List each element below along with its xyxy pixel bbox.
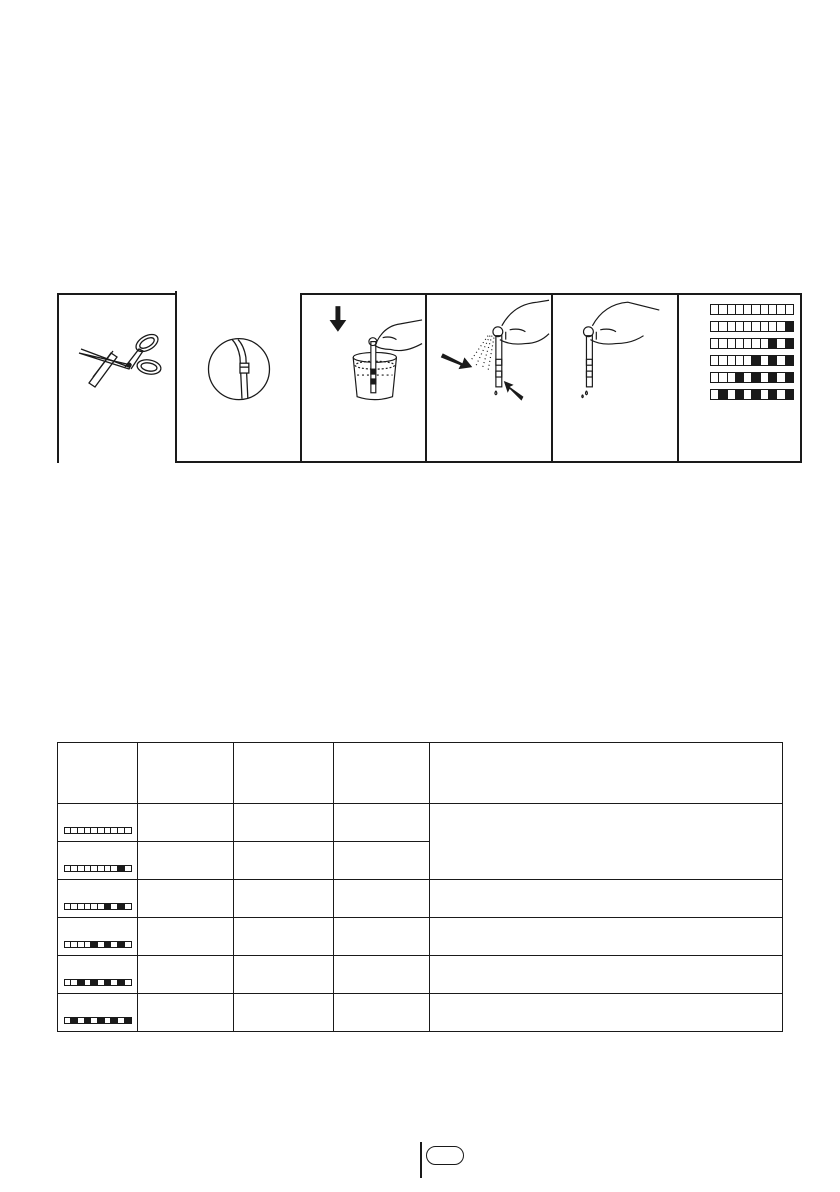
strip-square: [84, 1018, 91, 1023]
strip-square: [70, 904, 77, 909]
cell-a: [138, 804, 234, 842]
strip-square: [110, 904, 117, 909]
strip-square: [70, 942, 77, 947]
cell-c: [334, 956, 430, 994]
cell-b: [234, 956, 334, 994]
strip-square: [84, 866, 91, 871]
step-drip-strip: [551, 295, 677, 461]
cell-desc: [430, 804, 783, 880]
scale-square: [718, 305, 726, 314]
scale-square: [751, 339, 759, 348]
strip-square: [104, 828, 111, 833]
strip-square: [77, 828, 84, 833]
cell-c: [334, 880, 430, 918]
cell-a: [138, 842, 234, 880]
scale-square: [743, 322, 751, 331]
scale-square: [711, 322, 718, 331]
cell-desc: [430, 918, 783, 956]
strip-square: [117, 942, 124, 947]
strip-square: [97, 942, 104, 947]
strip-square: [70, 866, 77, 871]
strip-square: [97, 866, 104, 871]
cell-b: [234, 880, 334, 918]
strip-square: [84, 942, 91, 947]
scale-square: [760, 322, 768, 331]
strip-square: [110, 1018, 117, 1023]
cell-b: [234, 994, 334, 1032]
scale-square: [785, 339, 793, 348]
shake-strip-icon: [427, 295, 551, 461]
scale-square: [711, 339, 718, 348]
instruction-illustrations: [57, 293, 802, 463]
scale-square: [768, 322, 776, 331]
arrow-down-icon: [330, 306, 347, 332]
header-col-b: [234, 743, 334, 804]
strip-square: [70, 980, 77, 985]
scale-square: [735, 390, 743, 399]
strip-square: [90, 904, 97, 909]
hardness-table: [57, 742, 783, 1032]
header-col-a: [138, 743, 234, 804]
cell-desc: [430, 956, 783, 994]
scale-square: [735, 339, 743, 348]
strip-cell: [58, 880, 138, 918]
scale-square: [751, 356, 759, 365]
scale-square: [776, 305, 784, 314]
test-strip-icon: [64, 865, 132, 872]
test-strip-icon: [64, 827, 132, 834]
wait-strip-icon: [553, 295, 677, 461]
scale-square: [785, 305, 793, 314]
strip-cell: [58, 918, 138, 956]
scissors-cutting-strip-icon: [59, 297, 175, 463]
scale-square: [735, 356, 743, 365]
strip-square: [97, 1018, 104, 1023]
scale-row: [710, 321, 794, 332]
test-strip-icon: [64, 979, 132, 986]
test-strip-icon: [64, 1017, 132, 1024]
strip-square: [77, 1018, 84, 1023]
scale-square: [776, 356, 784, 365]
strip-square: [90, 980, 97, 985]
strip-square: [90, 828, 97, 833]
strip-square: [124, 866, 131, 871]
step-strip-closeup: [175, 291, 300, 461]
strip-square: [117, 1018, 124, 1023]
scale-square: [785, 356, 793, 365]
step-shake-strip: [425, 295, 551, 461]
scale-square: [751, 322, 759, 331]
cell-c: [334, 918, 430, 956]
scale-square: [743, 305, 751, 314]
strip-square: [77, 866, 84, 871]
table-row: [58, 994, 783, 1032]
scale-square: [776, 390, 784, 399]
dip-strip-in-glass-icon: [302, 295, 425, 461]
cell-a: [138, 956, 234, 994]
scale-square: [727, 322, 735, 331]
strip-square: [124, 1018, 131, 1023]
strip-square: [124, 942, 131, 947]
scale-square: [776, 322, 784, 331]
scale-square: [718, 322, 726, 331]
table-row: [58, 804, 783, 842]
scale-square: [768, 390, 776, 399]
strip-square: [90, 942, 97, 947]
step-compare-scale: [677, 295, 800, 461]
strip-square: [124, 828, 131, 833]
scale-square: [718, 356, 726, 365]
scale-square: [768, 339, 776, 348]
strip-square: [104, 866, 111, 871]
strip-square: [124, 980, 131, 985]
cell-c: [334, 842, 430, 880]
cell-b: [234, 804, 334, 842]
scale-square: [735, 322, 743, 331]
language-badge: [426, 1146, 464, 1165]
cell-a: [138, 994, 234, 1032]
strip-square: [90, 1018, 97, 1023]
strip-square: [117, 980, 124, 985]
table-header-row: [58, 743, 783, 804]
scale-square: [711, 356, 718, 365]
cell-desc: [430, 880, 783, 918]
header-col-c: [334, 743, 430, 804]
strip-square: [77, 980, 84, 985]
header-strip: [58, 743, 138, 804]
scale-square: [711, 305, 718, 314]
scale-row: [710, 355, 794, 366]
scale-square: [785, 373, 793, 382]
scale-square: [727, 305, 735, 314]
test-strip-icon: [64, 941, 132, 948]
strip-square: [70, 1018, 77, 1023]
strip-cell: [58, 994, 138, 1032]
step-cut-strip: [59, 297, 175, 463]
scale-square: [776, 373, 784, 382]
strip-square: [70, 828, 77, 833]
table-row: [58, 880, 783, 918]
scale-square: [743, 390, 751, 399]
strip-cell: [58, 842, 138, 880]
scale-row: [710, 389, 794, 400]
cell-a: [138, 918, 234, 956]
scale-square: [727, 356, 735, 365]
scale-square: [735, 373, 743, 382]
strip-square: [84, 980, 91, 985]
strip-square: [110, 980, 117, 985]
scale-square: [751, 305, 759, 314]
scale-square: [743, 356, 751, 365]
shake-arrow-icon: [441, 353, 524, 400]
scale-square: [718, 373, 726, 382]
strip-color-scale-icon: [710, 298, 794, 400]
scale-square: [760, 305, 768, 314]
scale-square: [751, 373, 759, 382]
strip-square: [110, 828, 117, 833]
scale-square: [743, 339, 751, 348]
strip-square: [104, 1018, 111, 1023]
step-dip-strip: [300, 295, 425, 461]
scale-square: [768, 305, 776, 314]
strip-magnified-icon: [177, 291, 300, 461]
scale-square: [743, 373, 751, 382]
scale-square: [760, 373, 768, 382]
table-row: [58, 918, 783, 956]
scale-square: [760, 339, 768, 348]
scale-square: [760, 356, 768, 365]
scale-square: [760, 390, 768, 399]
scale-square: [727, 339, 735, 348]
scale-square: [768, 373, 776, 382]
test-strip-icon: [64, 903, 132, 910]
strip-square: [110, 866, 117, 871]
cell-desc: [430, 994, 783, 1032]
strip-square: [84, 904, 91, 909]
cell-b: [234, 842, 334, 880]
scale-row: [710, 304, 794, 315]
cell-c: [334, 804, 430, 842]
footer-divider: [420, 1142, 422, 1178]
scale-square: [711, 373, 718, 382]
strip-square: [117, 866, 124, 871]
strip-square: [97, 980, 104, 985]
scale-square: [718, 339, 726, 348]
strip-square: [97, 904, 104, 909]
strip-square: [104, 904, 111, 909]
cell-b: [234, 918, 334, 956]
strip-cell: [58, 956, 138, 994]
scale-square: [727, 373, 735, 382]
strip-square: [84, 828, 91, 833]
table-row: [58, 956, 783, 994]
strip-square: [117, 904, 124, 909]
strip-square: [77, 904, 84, 909]
strip-square: [110, 942, 117, 947]
scale-square: [785, 390, 793, 399]
strip-square: [104, 980, 111, 985]
strip-square: [97, 828, 104, 833]
cell-c: [334, 994, 430, 1032]
scale-square: [727, 390, 735, 399]
scale-square: [751, 390, 759, 399]
strip-square: [104, 942, 111, 947]
scale-row: [710, 338, 794, 349]
strip-square: [124, 904, 131, 909]
scale-square: [785, 322, 793, 331]
header-description: [430, 743, 783, 804]
strip-square: [117, 828, 124, 833]
strip-square: [90, 866, 97, 871]
strip-square: [77, 942, 84, 947]
scale-row: [710, 372, 794, 383]
scale-square: [768, 356, 776, 365]
scale-square: [718, 390, 726, 399]
cell-a: [138, 880, 234, 918]
scale-square: [711, 390, 718, 399]
strip-cell: [58, 804, 138, 842]
scale-square: [735, 305, 743, 314]
scale-square: [776, 339, 784, 348]
